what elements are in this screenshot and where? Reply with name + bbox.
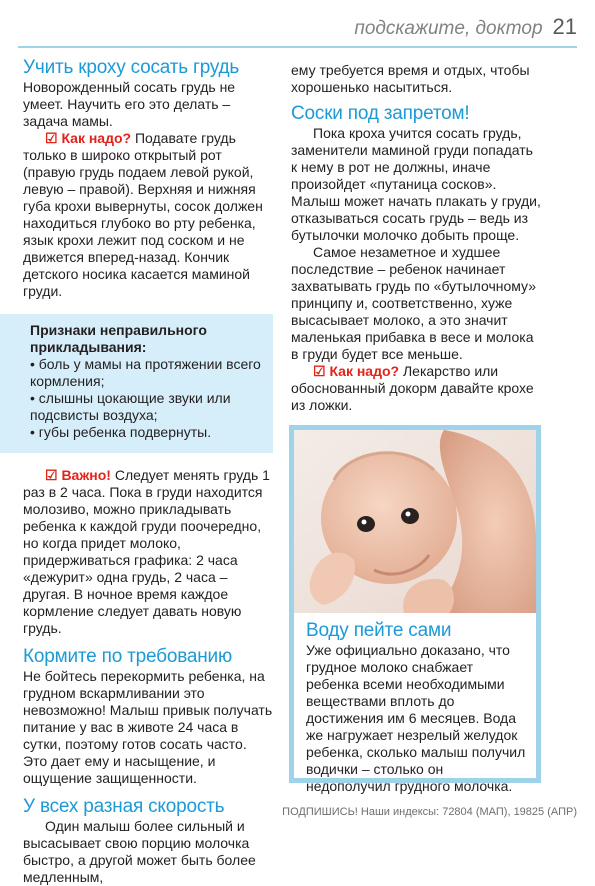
right-column [291, 62, 541, 414]
paragraph-nipple-confusion: Пока кроха учится сосать грудь, заменители маминой груди попадать к нему в рот не должны, иначе произойдет «путаница сосков». Малыш может начать плакать у груди, отказываться сосать грудь – ведь из бутылочки молочко добыть проще. [291, 125, 541, 243]
box-title: Признаки неправильного прикладывания: [30, 322, 207, 355]
how-to-text: Лекарство или обоснованный докорм давайте крохе из ложки. [291, 363, 534, 413]
header-rule [18, 46, 577, 48]
how-to-text: Подавате грудь только в широко открытый рот (правую грудь подаем левой рукой, левую – правой). Верхняя и нижняя губа крохи вывернуты, сосок должен находиться глубоко во рту ребенка, язык крохи лежит под соском и не движется вперед-назад. Кончик детского носика касается маминой груди. [23, 130, 263, 299]
signs-list [30, 356, 263, 441]
how-to-label: ☑ Как надо? [45, 130, 132, 146]
heading-speed: У всех разная скорость [23, 796, 225, 817]
list-item: • слышны цокающие звуки или подсвисты воздуха; [30, 390, 231, 423]
list-item: • боль у мамы на протяжении всего кормления; [30, 356, 261, 389]
left-column [23, 56, 273, 886]
important-label: ☑ Важно! [45, 467, 111, 483]
paragraph-on-demand: Не бойтесь перекормить ребенка, на грудном вскармливании это невозможно! Малыш привык получать питание у вас в животе 24 часа в сутки, поэтому готов сосать часто. Это дает ему и насыщение, и ощущение защищенности. [23, 668, 273, 786]
paragraph-intro: Новорожденный сосать грудь не умеет. Научить его это делать – задача мамы. [23, 79, 236, 129]
paragraph-speed: Один малыш более сильный и высасывает свою порцию молочка быстро, а другой может быть более медленным, [23, 818, 256, 885]
important-text: Следует менять грудь 1 раз в 2 часа. Пока в груди находится молозиво, можно прикладывать ребенка к каждой груди поочередно, но когда придет молоко, придерживаться графика: 2 часа «дежурит» одна грудь, 2 часа – другая. В ночное время каждое кормление следует давать новую грудь. [23, 467, 270, 636]
heading-on-demand: Кормите по требованию [23, 646, 233, 667]
subscription-footer: ПОДПИШИСЬ! Наши индексы: 72804 (МАП), 19825 (АПР) [282, 806, 577, 818]
heading-drink-water: Воду пейте сами [306, 620, 452, 641]
paragraph-how-to-right [291, 363, 541, 414]
wrong-latch-box [0, 314, 273, 453]
paragraph-continued: ему требуется время и отдых, чтобы хорошенько насытиться. [291, 62, 530, 95]
baby-photo [294, 430, 536, 613]
paragraph-how-to [23, 130, 273, 300]
paragraph-consequence: Самое незаметное и худшее последствие – ребенок начинает захватывать грудь по «бутылочному» принципу и, соответственно, хуже высасывает молоко, а это значит маленькая прибавка в весе и молока в груди будет все меньше. [291, 244, 536, 362]
heading-no-nipples: Соски под запретом! [291, 103, 470, 124]
page-number: 21 [552, 14, 577, 39]
paragraph-important [23, 467, 273, 637]
photo-callout-text [306, 619, 528, 795]
heading-learn-to-suck: Учить кроху сосать грудь [23, 57, 240, 78]
page-header [354, 14, 577, 40]
photo-callout [289, 425, 541, 794]
section-name: подскажите, доктор [354, 18, 543, 39]
paragraph-water: Уже официально доказано, что грудное молоко снабжает ребенка всеми необходимыми веществами вплоть до достижения им 6 месяцев. Вода же нагружает незрелый желудок ребенка, сколько малыш получил водички – столько он недополучил грудного молочка. [306, 642, 526, 794]
how-to-label: ☑ Как надо? [313, 363, 400, 379]
list-item: • губы ребенка подвернуты. [30, 424, 212, 440]
